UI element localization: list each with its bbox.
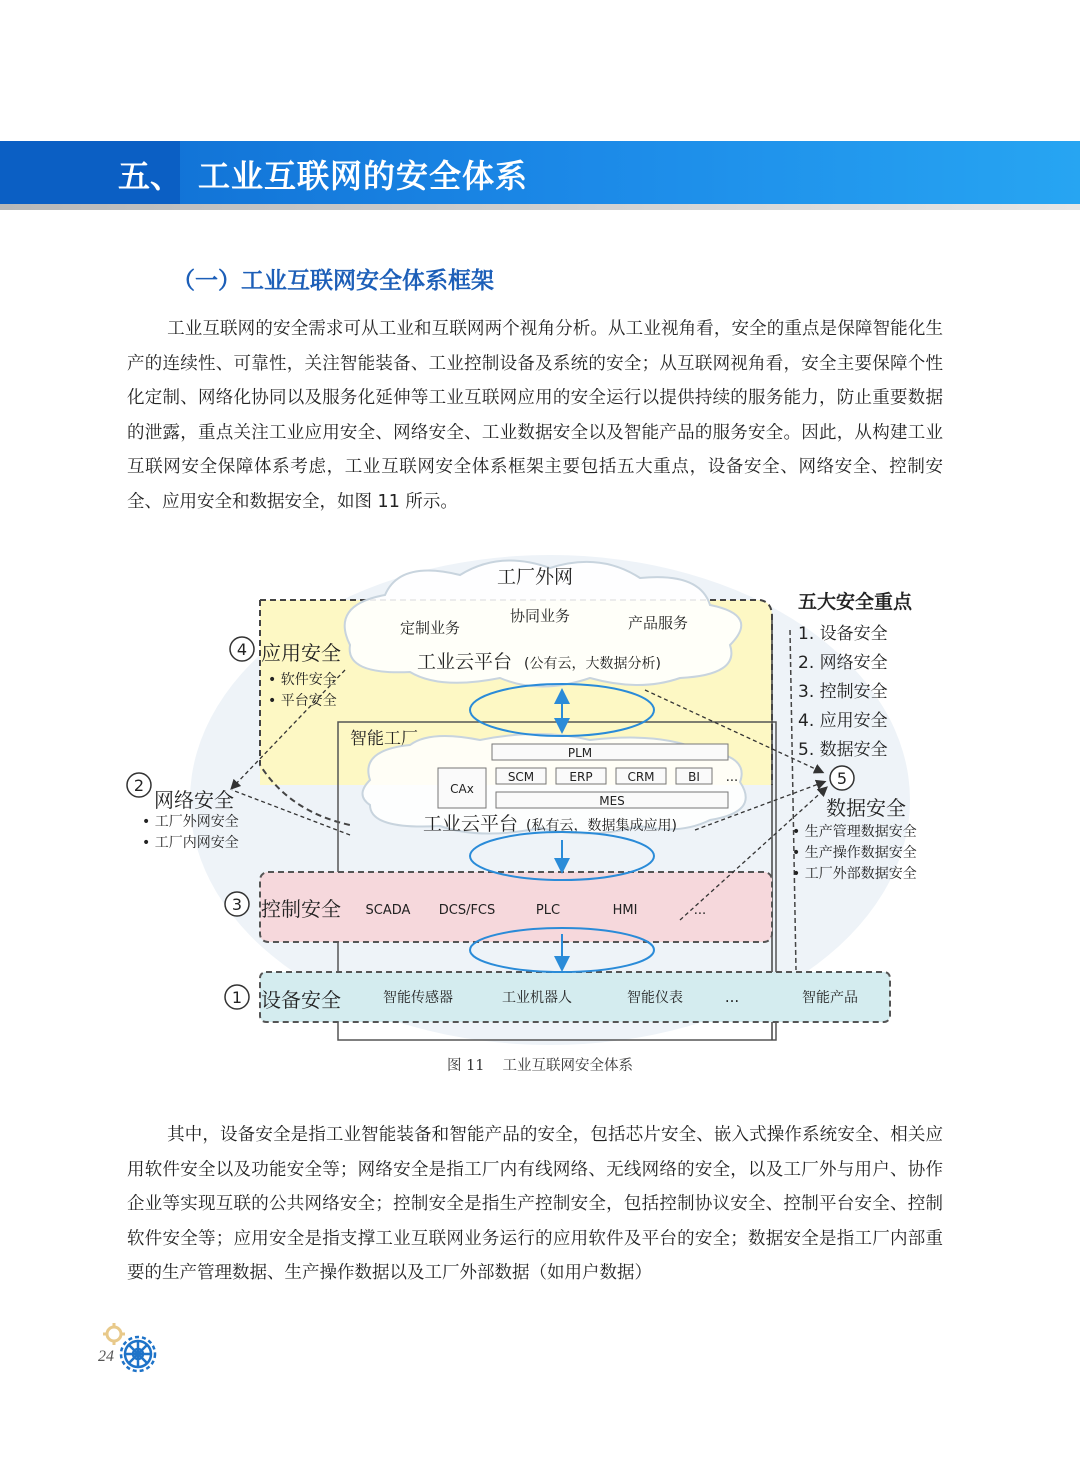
paragraph-2-text: 其中，设备安全是指工业智能装备和智能产品的安全，包括芯片安全、嵌入式操作系统安全、相关应用软件安全以及功能安全等；网络安全是指工厂内有线网络、无线网络的安全，以及工厂外与用户、协作企业等实现互联的公共网络安全；控制安全是指生产控制安全，包括控制协议安全、控制平台安全、控制软件安全等；应用安全是指支撑工业互联网业务运行的应用软件及平台的安全；数据安全是指工厂内部重要的生产管理数据、生产操作数据以及工厂外部数据（如用户数据） [127, 1125, 943, 1283]
control-item-2: DCS/FCS [438, 903, 496, 918]
five-points-title: 五大安全重点 [798, 591, 913, 613]
paragraph-1 [127, 312, 943, 522]
five-point-4: 4. 应用安全 [798, 711, 888, 731]
caption-text: 工业互联网安全体系 [502, 1058, 634, 1074]
security-framework-diagram [120, 550, 950, 1045]
plm-box [492, 744, 728, 760]
data-item-3: • 工厂外部数据安全 [792, 866, 917, 882]
bi-label: BI [688, 770, 700, 784]
control-item-3: PLC [535, 903, 561, 918]
device-item-2: 工业机器人 [502, 990, 572, 1006]
public-cloud-note: (公有云，大数据分析) [524, 656, 661, 672]
cloud-service-3: 产品服务 [627, 614, 689, 632]
caption-label: 图 11 [446, 1058, 485, 1074]
plm-label: PLM [567, 746, 593, 760]
control-security-title: 控制安全 [261, 897, 341, 921]
network-item-2: • 工厂内网安全 [142, 835, 239, 851]
private-cloud-label: 工业云平台 [423, 813, 519, 835]
paragraph-2 [127, 1118, 943, 1294]
control-item-5: ... [693, 903, 707, 918]
device-security-title: 设备安全 [261, 988, 341, 1012]
figure-caption [0, 1054, 1080, 1075]
smart-factory-label: 智能工厂 [350, 729, 418, 749]
diagram-svg [120, 550, 950, 1045]
cloud-service-2: 协同业务 [509, 607, 571, 625]
cloud-service-1: 定制业务 [399, 619, 461, 637]
device-region [260, 972, 890, 1022]
page-number: 24 [98, 1348, 114, 1365]
five-point-2: 2. 网络安全 [798, 653, 888, 673]
app-item-2: • 平台安全 [268, 693, 337, 709]
app-security-title: 应用安全 [261, 641, 341, 665]
network-item-1: • 工厂外网安全 [142, 814, 239, 830]
device-item-3: 智能仪表 [627, 990, 683, 1006]
app-item-1: • 软件安全 [268, 672, 337, 688]
section-title: 工业互联网的安全体系 [198, 157, 529, 195]
control-item-4: HMI [612, 903, 638, 918]
crm-label: CRM [627, 770, 655, 784]
five-point-3: 3. 控制安全 [798, 682, 888, 702]
data-security-title: 数据安全 [826, 796, 906, 820]
erp-label: ERP [569, 770, 593, 784]
app-num: 4 [236, 640, 248, 659]
device-item-5: 智能产品 [802, 990, 858, 1006]
data-item-2: • 生产操作数据安全 [792, 845, 917, 861]
banner-shadow [0, 204, 1080, 210]
private-cloud-note: (私有云，数据集成应用) [526, 818, 677, 834]
device-num: 1 [231, 988, 243, 1007]
page-footer [98, 1322, 168, 1377]
outer-network-label: 工厂外网 [496, 566, 574, 588]
data-item-1: • 生产管理数据安全 [792, 824, 917, 840]
control-num: 3 [231, 895, 243, 914]
cax-label: CAx [450, 782, 474, 796]
five-point-1: 1. 设备安全 [798, 624, 888, 644]
systems-ellipsis: ... [725, 770, 739, 785]
public-cloud-label: 工业云平台 [417, 651, 513, 673]
section-number: 五、 [118, 157, 183, 195]
network-num: 2 [133, 776, 145, 795]
five-point-5: 5. 数据安全 [798, 740, 888, 760]
paragraph-1-text: 工业互联网的安全需求可从工业和互联网两个视角分析。从工业视角看，安全的重点是保障智能化生产的连续性、可靠性，关注智能装备、工业控制设备及系统的安全；从互联网视角看，安全主要保障个性化定制、网络化协同以及服务化延伸等工业互联网应用的安全运行以提供持续的服务能力，防止重要数据的泄露，重点关注工业应用安全、网络安全、工业数据安全以及智能产品的服务安全。因此，从构建工业互联网安全保障体系考虑，工业互联网安全体系框架主要包括五大重点，设备安全、网络安全、控制安全、应用安全和数据安全，如图 11 所示。 [127, 319, 943, 512]
device-item-4: ... [724, 988, 740, 1006]
device-item-1: 智能传感器 [383, 990, 453, 1006]
subheading: （一）工业互联网安全体系框架 [172, 268, 494, 294]
data-num: 5 [836, 769, 848, 788]
section-banner [0, 141, 1080, 211]
mes-label: MES [599, 794, 625, 808]
scm-label: SCM [507, 770, 535, 784]
network-security-title: 网络安全 [154, 788, 234, 812]
control-item-1: SCADA [365, 903, 411, 918]
